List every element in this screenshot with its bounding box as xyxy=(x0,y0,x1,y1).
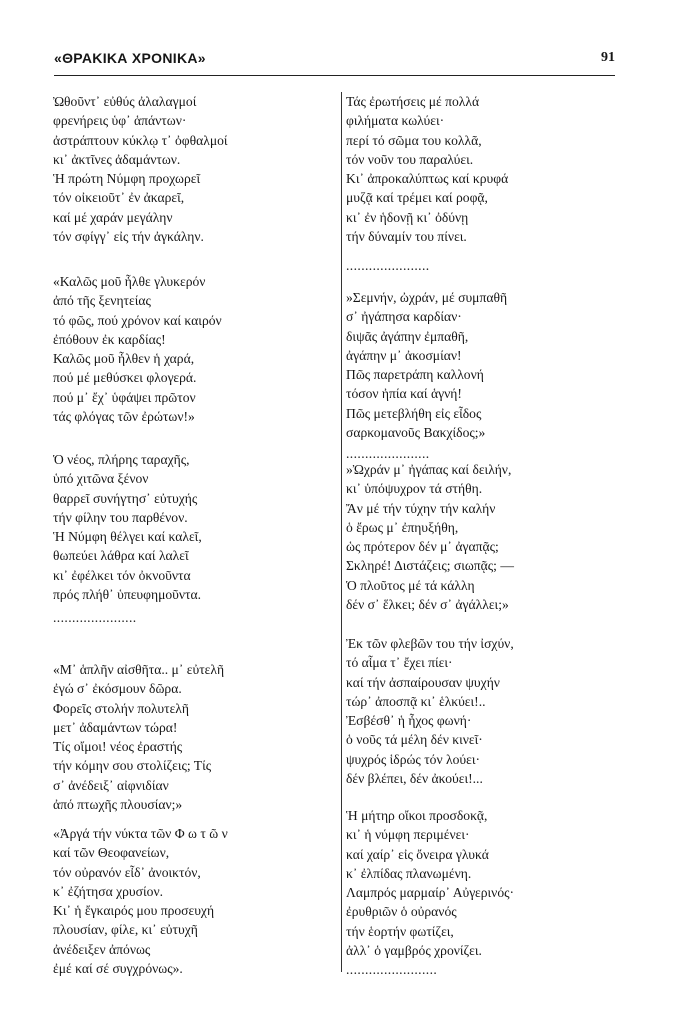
verse-line: μετ᾽ ἀδαμάντων τώρα! xyxy=(53,719,178,735)
verse-line: τό φῶς, πού χρόνον καί καιρόν xyxy=(53,312,222,328)
ellipsis-separator: ...................... xyxy=(346,258,430,274)
verse-line: Ἡ Νύμφη θέλγει καί καλεῖ, xyxy=(53,529,202,545)
verse-line: καί τήν ἀσπαίρουσαν ψυχήν xyxy=(346,674,500,690)
verse-line: τήν δύναμίν του πίνει. xyxy=(346,229,467,245)
verse-line: «Ἀργά τήν νύκτα τῶν Φ ω τ ῶ ν xyxy=(53,826,228,841)
ellipsis-separator: ...................... xyxy=(53,610,137,626)
verse-line: ὡς πρότερον δέν μ᾽ ἀγαπᾷς; xyxy=(346,539,499,555)
verse-line: Ἐσβέσθ᾽ ἡ ἦχος φωνή· xyxy=(346,713,472,729)
verse-line: ἐπόθουν ἐκ καρδίας! xyxy=(53,331,166,347)
stanza xyxy=(341,634,621,788)
verse-line: Καλῶς μοῦ ἦλθεν ἡ χαρά, xyxy=(53,351,195,367)
verse-line: θωπεύει λάθρα καί λαλεῖ xyxy=(53,548,189,564)
verse-line: ὁ νοῦς τά μέλη δέν κινεῖ· xyxy=(346,732,483,748)
verse-line: ἀπό πτωχῆς πλουσίαν;» xyxy=(53,797,183,813)
verse-line: θαρρεῖ συνήγτησ᾽ εὐτυχής xyxy=(53,490,198,506)
verse-line: τώρ᾽ ἀποσπᾷ κι᾽ ἑλκύει!.. xyxy=(346,693,486,709)
verse-line: πρός πλήθ᾽ ὑπευφημοῦντα. xyxy=(53,587,202,603)
verse-line: ἀνέδειξεν ἀπόνως xyxy=(53,941,151,957)
stanza xyxy=(341,288,621,464)
verse-line: περί τό σῶμα του κολλᾶ, xyxy=(346,132,482,148)
stanza xyxy=(341,460,621,614)
verse-line: ἐρυθριῶν ὁ οὐρανός xyxy=(346,904,457,920)
verse-line: Πῶς μετεβλήθη εἰς εἶδος xyxy=(346,405,482,421)
page-header xyxy=(54,50,615,74)
verse-line: τόν νοῦν του παραλύει. xyxy=(346,151,474,167)
verse-line: Σκληρέ! Διστάζεις; σιωπᾷς; — xyxy=(346,558,514,574)
verse-line: τήν φίλην του παρθένον. xyxy=(53,509,188,525)
verse-line: δέν σ᾽ ἕλκει; δέν σ᾽ ἀγάλλει;» xyxy=(346,597,509,613)
verse-line: τόσον ἠπία καί ἁγνή! xyxy=(346,386,462,402)
verse-line: τήν κόμην σου στολίζεις; Τίς xyxy=(53,758,212,774)
verse-line: ψυχρός ἱδρώς τόν λούει· xyxy=(346,751,481,767)
verse-line: ἀγάπην μ᾽ ἀκοσμίαν! xyxy=(346,347,462,363)
verse-line: Τίς οἴμοι! νέος ἐραστής xyxy=(53,739,183,755)
verse-line: Ὠθοῦντ᾽ εὐθύς ἀλαλαγμοί xyxy=(53,94,197,109)
ellipsis-separator: ...................... xyxy=(346,446,430,462)
page-number: 91 xyxy=(601,50,615,65)
verse-line: ἐμέ καί σέ συγχρόνως». xyxy=(53,961,183,977)
verse-line: Τάς ἐρωτήσεις μέ πολλά xyxy=(346,94,480,109)
verse-line: ἀστράπτουν κύκλῳ τ᾽ ὀφθαλμοί xyxy=(53,132,228,148)
verse-line: σ᾽ ἠγάπησα καρδίαν· xyxy=(346,309,462,325)
verse-line: ὑπό χιτῶνα ξένον xyxy=(53,471,149,487)
stanza xyxy=(53,450,339,628)
verse-line: τόν οὐρανόν εἶδ᾽ ἀνοικτόν, xyxy=(53,864,201,880)
stanza xyxy=(53,92,339,246)
verse-line: τόν οἰκειοῦτ᾽ ἐν ἀκαρεῖ, xyxy=(53,190,185,206)
stanza xyxy=(341,92,621,276)
verse-line: »Ὠχράν μ᾽ ἠγάπας καί δειλήν, xyxy=(346,462,512,477)
verse-line: Ὁ πλοῦτος μέ τά κάλλη xyxy=(346,577,475,593)
verse-line: Λαμπρός μαρμαίρ᾽ Αὐγερινός· xyxy=(346,885,515,901)
verse-line: ὁ ἔρως μ᾽ ἐπηυξήθη, xyxy=(346,519,459,535)
verse-line: κι᾽ ἐν ἡδονῇ κι᾽ ὀδύνῃ xyxy=(346,209,469,225)
verse-line: μυζᾷ καί τρέμει καί ροφᾷ, xyxy=(346,190,488,206)
verse-line: σ᾽ ἀνέδειξ᾽ αἰφνιδίαν xyxy=(53,777,169,793)
verse-line: καί χαίρ᾽ εἰς ὄνειρα γλυκά xyxy=(346,846,489,862)
header-rule xyxy=(54,75,615,76)
verse-line: κι᾽ ἀκτῖνες ἀδαμάντων. xyxy=(53,151,181,167)
verse-line: τό αἷμα τ᾽ ἔχει πίει· xyxy=(346,655,453,671)
verse-line: «Μ᾽ ἁπλῆν αἰσθῆτα.. μ᾽ εὐτελῆ xyxy=(53,662,225,677)
verse-line: κι᾽ ἡ νύμφη περιμένει· xyxy=(346,827,470,843)
verse-line: Πῶς παρετράπη καλλονή xyxy=(346,367,484,383)
verse-line: σαρκομανοῦς Βακχίδος;» xyxy=(346,425,486,441)
verse-line: δέν βλέπει, δέν ἀκούει!... xyxy=(346,771,483,787)
verse-line: τόν σφίγγ᾽ εἰς τήν ἀγκάλην. xyxy=(53,229,204,245)
stanza xyxy=(53,272,339,426)
verse-line: ἀπό τῆς ξενητείας xyxy=(53,293,151,309)
verse-line: πού μέ μεθύσκει φλογερά. xyxy=(53,370,197,386)
verse-line: φρενήρεις ὑφ᾽ ἁπάντων· xyxy=(53,113,187,129)
running-title: «ΘΡΑΚΙΚΑ ΧΡΟΝΙΚΑ» xyxy=(54,50,206,66)
verse-line: καί μέ χαράν μεγάλην xyxy=(53,209,173,225)
stanza xyxy=(53,824,339,978)
verse-line: Ἄν μέ τήν τύχην τήν καλήν xyxy=(346,500,496,516)
stanza xyxy=(341,806,621,980)
ellipsis-separator: ........................ xyxy=(346,962,438,978)
verse-line: τήν ἑορτήν φωτίζει, xyxy=(346,923,454,939)
verse-line: πλουσίαν, φίλε, κι᾽ εὐτυχῆ xyxy=(53,922,198,938)
verse-line: τάς φλόγας τῶν ἐρώτων!» xyxy=(53,409,195,425)
verse-line: Κι᾽ ἡ ἔγκαιρός μου προσευχή xyxy=(53,903,215,919)
verse-line: Φορεῖς στολήν πολυτελῆ xyxy=(53,700,189,716)
verse-line: «Καλῶς μοῦ ἦλθε γλυκερόν xyxy=(53,274,206,289)
verse-line: κ᾽ ἐζήτησα χρυσίον. xyxy=(53,883,163,899)
verse-line: ἐγώ σ᾽ ἐκόσμουν δῶρα. xyxy=(53,681,182,697)
stanza xyxy=(53,660,339,814)
verse-line: »Σεμνήν, ὠχράν, μέ συμπαθῆ xyxy=(346,290,508,305)
verse-line: κι᾽ ὑπόψυχρον τά στήθη. xyxy=(346,481,483,497)
verse-line: κ᾽ ἐλπίδας πλανωμένη. xyxy=(346,865,472,881)
verse-line: φιλήματα κωλύει· xyxy=(346,113,445,129)
verse-line: Ἡ πρώτη Νύμφη προχωρεῖ xyxy=(53,171,201,187)
verse-line: ἀλλ᾽ ὁ γαμβρός χρονίζει. xyxy=(346,943,482,959)
verse-line: Ἐκ τῶν φλεβῶν του τήν ἰσχύν, xyxy=(346,636,514,651)
verse-line: Ἡ μήτηρ οἴκοι προσδοκᾷ, xyxy=(346,808,488,823)
verse-line: καί τῶν Θεοφανείων, xyxy=(53,845,170,861)
verse-line: Ὁ νέος, πλήρης ταραχῆς, xyxy=(53,452,190,467)
verse-line: πού μ᾽ ἔχ᾽ ὑφάψει πρῶτον xyxy=(53,389,196,405)
verse-line: διψᾶς ἀγάπην ἐμπαθῆ, xyxy=(346,328,469,344)
verse-line: Κι᾽ ἀπροκαλύπτως καί κρυφά xyxy=(346,171,509,187)
verse-line: κι᾽ ἐφέλκει τόν ὀκνοῦντα xyxy=(53,567,191,583)
